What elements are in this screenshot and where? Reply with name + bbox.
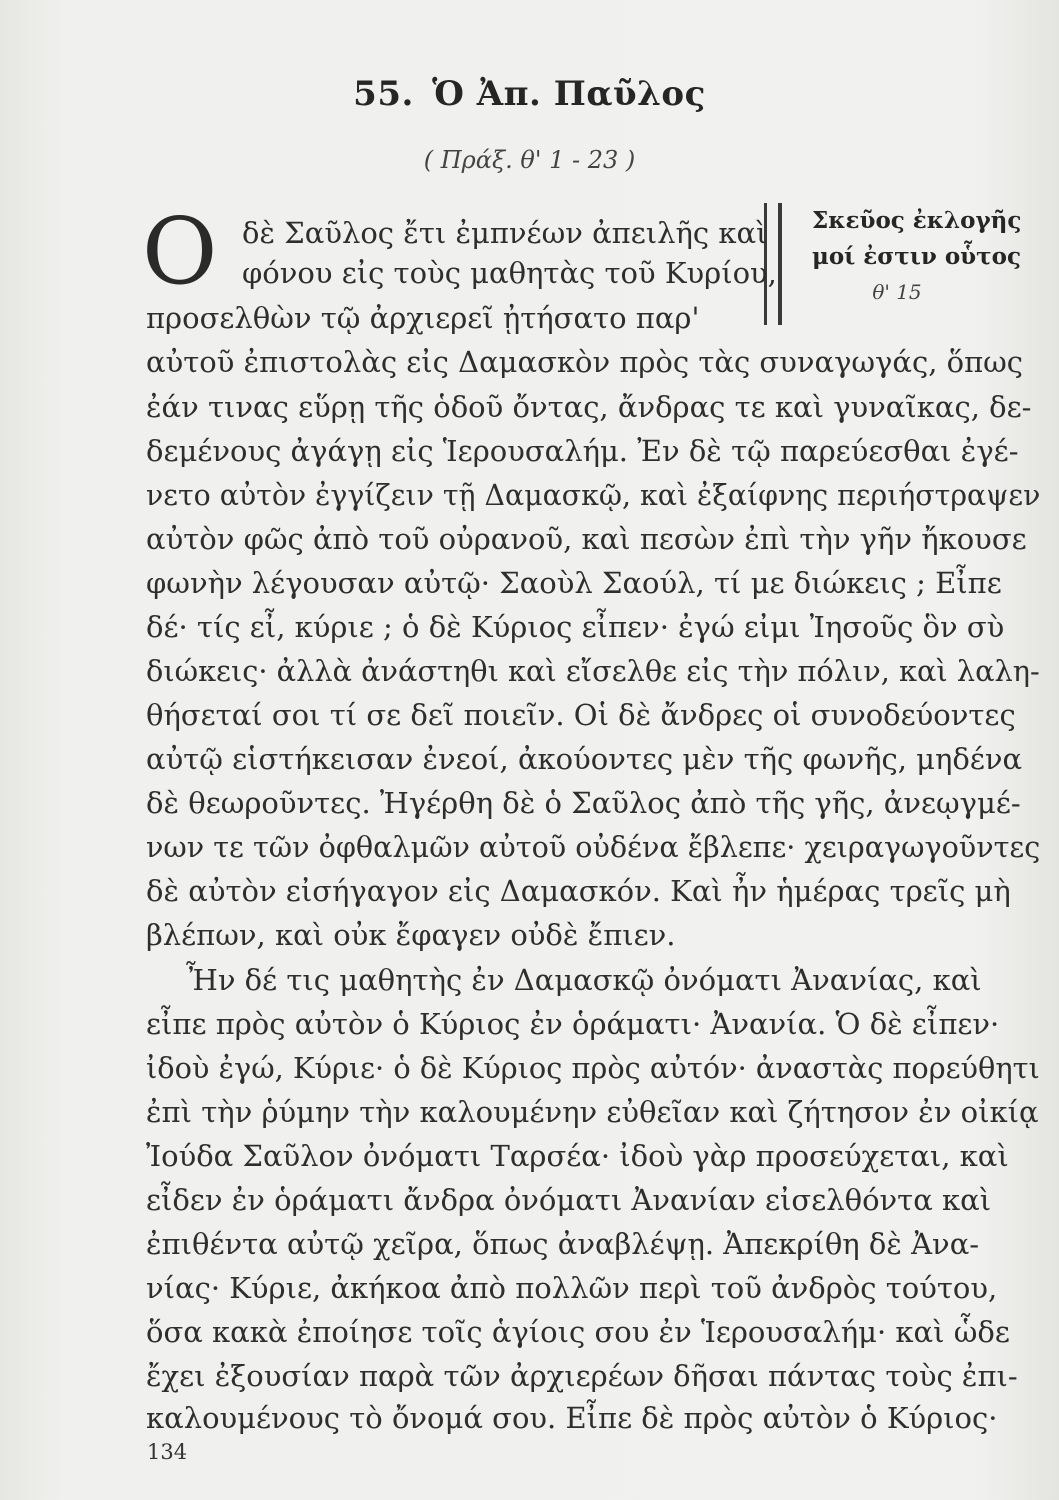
text-line: νετο αὐτὸν ἐγγίζειν τῇ Δαμασκῷ, καὶ ἐξαίφνης περιήστραψεν: [146, 478, 1041, 512]
text-line: αὐτῷ εἱστήκεισαν ἐνεοί, ἀκούοντες μὲν τῆς φωνῆς, μηδένα: [146, 742, 1023, 776]
scripture-reference: ( Πράξ. θ' 1 - 23 ): [423, 146, 636, 174]
text-line: ἰδοὺ ἐγώ, Κύριε· ὁ δὲ Κύριος πρὸς αὐτόν· ἀναστὰς πορεύθητι: [146, 1051, 1040, 1085]
text-line: δὲ αὐτὸν εἰσήγαγον εἰς Δαμασκόν. Καὶ ἦν ἡμέρας τρεῖς μὴ: [146, 874, 1011, 908]
text-line: φόνου εἰς τοὺς μαθητὰς τοῦ Κυρίου,: [242, 256, 777, 290]
text-line: εἶδεν ἐν ὁράματι ἄνδρα ὀνόματι Ἀνανίαν εἰσελθόντα καὶ: [146, 1183, 992, 1217]
text-line: φωνὴν λέγουσαν αὐτῷ· Σαοὺλ Σαούλ, τί με διώκεις ; Εἶπε: [146, 566, 1002, 600]
chapter-heading: Ὁ Ἀπ. Παῦλος: [432, 74, 706, 114]
sidebar-quote-reference: θ' 15: [872, 280, 922, 304]
chapter-number: 55.: [353, 74, 414, 114]
text-line: αὐτὸν φῶς ἀπὸ τοῦ οὐρανοῦ, καὶ πεσὼν ἐπὶ τὴν γῆν ἤκουσε: [146, 522, 1027, 556]
text-line: ἔχει ἐξουσίαν παρὰ τῶν ἀρχιερέων δῆσαι πάντας τοὺς ἐπι-: [146, 1359, 1018, 1393]
text-line: νίας· Κύριε, ἀκήκοα ἀπὸ πολλῶν περὶ τοῦ ἀνδρὸς τούτου,: [146, 1271, 998, 1305]
text-line: διώκεις· ἀλλὰ ἀνάστηθι καὶ εἴσελθε εἰς τὴν πόλιν, καὶ λαλη-: [146, 654, 1040, 688]
sidebar-quote: [778, 203, 1022, 325]
text-line: καλουμένους τὸ ὄνομά σου. Εἶπε δὲ πρὸς αὐτὸν ὁ Κύριος·: [146, 1401, 998, 1435]
text-line: βλέπων, καὶ οὐκ ἔφαγεν οὐδὲ ἔπιεν.: [146, 918, 676, 952]
text-line: ὅσα κακὰ ἐποίησε τοῖς ἁγίοις σου ἐν Ἱερουσαλήμ· καὶ ὧδε: [146, 1315, 1010, 1349]
text-line: νων τε τῶν ὀφθαλμῶν αὐτοῦ οὐδένα ἔβλεπε· χειραγωγοῦντες: [146, 830, 1041, 864]
text-line: εἶπε πρὸς αὐτὸν ὁ Κύριος ἐν ὁράματι· Ἀνανία. Ὁ δὲ εἶπεν·: [146, 1007, 1000, 1041]
text-line: αὐτοῦ ἐπιστολὰς εἰς Δαμασκὸν πρὸς τὰς συναγωγάς, ὅπως: [146, 345, 1024, 379]
text-line: δεμένους ἀγάγῃ εἰς Ἱερουσαλήμ. Ἐν δὲ τῷ παρεύεσθαι ἐγέ-: [146, 434, 1019, 468]
text-line: προσελθὼν τῷ ἀρχιερεῖ ᾐτήσατο παρ': [146, 301, 700, 335]
text-line: ἐπιθέντα αὐτῷ χεῖρα, ὅπως ἀναβλέψῃ. Ἀπεκρίθη δὲ Ἀνα-: [146, 1227, 980, 1261]
text-line: ἐπὶ τὴν ῥύμην τὴν καλουμένην εὐθεῖαν καὶ ζήτησον ἐν οἰκίᾳ: [146, 1095, 1039, 1129]
drop-cap-initial: Ο: [142, 198, 218, 305]
sidebar-quote-line-2: μοί ἐστιν οὗτος: [812, 243, 1021, 270]
text-line: Ἰούδα Σαῦλον ὀνόματι Ταρσέα· ἰδοὺ γὰρ προσεύχεται, καὶ: [146, 1139, 1009, 1173]
text-line: δέ· τίς εἶ, κύριε ; ὁ δὲ Κύριος εἶπεν· ἐγώ εἰμι Ἰησοῦς ὃν σὺ: [146, 610, 1005, 644]
sidebar-quote-line-1: Σκεῦος ἐκλογῆς: [812, 207, 1022, 234]
text-line: δὲ Σαῦλος ἔτι ἐμπνέων ἀπειλῆς καὶ: [242, 216, 768, 250]
page-number: 134: [147, 1440, 188, 1464]
text-line: θήσεταί σοι τί σε δεῖ ποιεῖν. Οἱ δὲ ἄνδρες οἱ συνοδεύοντες: [146, 698, 1016, 732]
chapter-title: [0, 74, 1059, 114]
text-line: ἐάν τινας εὕρῃ τῆς ὁδοῦ ὄντας, ἄνδρας τε καὶ γυναῖκας, δε-: [146, 390, 1032, 424]
text-line: δὲ θεωροῦντες. Ἠγέρθη δὲ ὁ Σαῦλος ἀπὸ τῆς γῆς, ἀνεῳγμέ-: [146, 786, 1021, 820]
text-line: Ἦν δέ τις μαθητὴς ἐν Δαμασκῷ ὀνόματι Ἀνανίας, καὶ: [186, 963, 982, 997]
